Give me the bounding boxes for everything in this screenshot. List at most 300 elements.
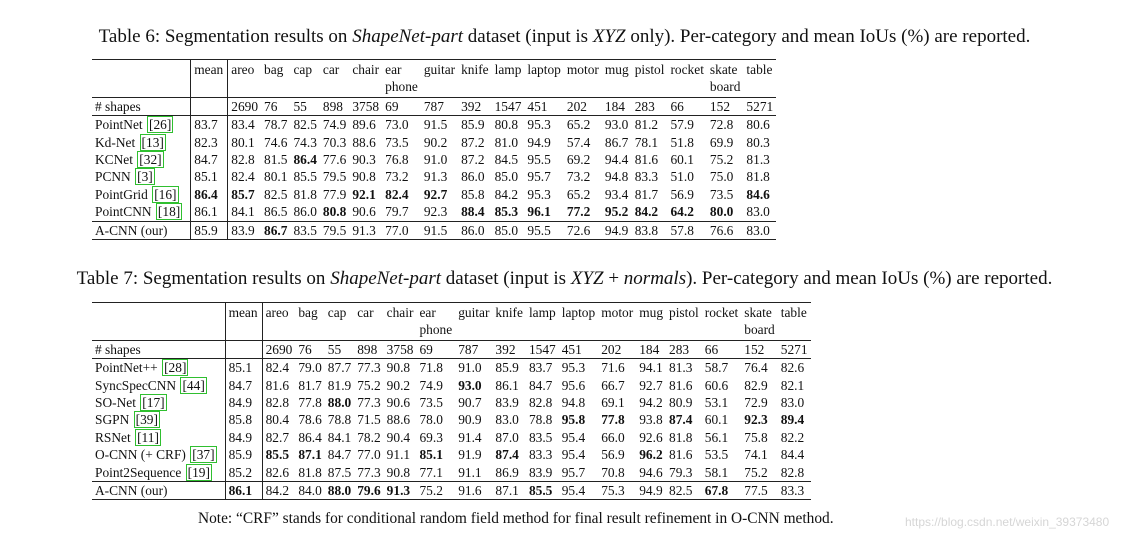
shape-count: 392 — [458, 97, 492, 115]
shape-count: 202 — [564, 97, 602, 115]
column-header — [92, 303, 225, 341]
row-label: # shapes — [92, 340, 225, 358]
method-label: PointNet — [95, 117, 143, 133]
iou-cell: 65.2 — [566, 186, 591, 202]
iou-cell: 77.8 — [298, 395, 322, 411]
iou-cell: 84.1 — [231, 204, 255, 220]
iou-cell: 94.4 — [604, 152, 629, 168]
iou-cell: 88.6 — [352, 134, 376, 150]
mean-iou-cell: 86.4 — [191, 186, 228, 203]
iou-cell: 72.8 — [707, 116, 744, 134]
citation-link[interactable]: [19] — [187, 464, 210, 480]
iou-cell: 71.6 — [598, 359, 636, 377]
iou-cell: 69.9 — [709, 134, 734, 150]
method-name — [92, 116, 191, 134]
method-name — [92, 482, 225, 500]
iou-cell: 81.8 — [298, 464, 322, 480]
mean-iou-cell: 85.8 — [225, 411, 262, 428]
column-header: knife — [458, 60, 492, 98]
shape-count: 451 — [559, 340, 598, 358]
iou-cell: 51.0 — [670, 169, 694, 185]
iou-cell: 82.2 — [780, 429, 805, 445]
iou-cell: 83.9 — [228, 221, 261, 239]
iou-cell: 94.9 — [602, 221, 632, 239]
citation-number[interactable]: 17 — [146, 395, 161, 411]
iou-cell: 77.3 — [357, 464, 381, 480]
iou-cell: 79.6 — [354, 482, 383, 500]
iou-cell: 81.5 — [264, 152, 288, 168]
citation-link[interactable]: [11] — [137, 429, 159, 445]
iou-cell: 95.6 — [561, 377, 586, 393]
shape-count: 3758 — [349, 97, 382, 115]
method-name — [92, 221, 191, 239]
shape-count: 283 — [632, 97, 668, 115]
citation-link[interactable]: [16] — [154, 186, 177, 202]
column-header: skate board — [707, 60, 744, 98]
iou-cell: 77.1 — [419, 464, 443, 480]
citation-link[interactable]: [37] — [192, 447, 215, 463]
iou-cell: 90.2 — [423, 134, 448, 150]
iou-cell: 73.0 — [382, 116, 421, 134]
citation-link[interactable]: [13] — [141, 134, 164, 150]
iou-cell: 87.1 — [298, 447, 322, 463]
citation-number[interactable]: 28 — [168, 360, 182, 376]
citation-link[interactable]: [26] — [148, 117, 172, 133]
citation-link[interactable]: [28] — [164, 360, 187, 376]
iou-cell: 66.0 — [601, 429, 625, 445]
citation-link[interactable]: [18] — [157, 204, 181, 220]
iou-cell: 81.0 — [494, 134, 519, 150]
iou-cell: 93.0 — [458, 377, 482, 393]
column-header: rocket — [667, 60, 706, 98]
iou-cell: 90.3 — [352, 152, 376, 168]
caption-text: Table 6: Segmentation results on — [98, 26, 353, 47]
iou-cell: 92.3 — [744, 412, 768, 428]
iou-cell: 65.2 — [564, 116, 602, 134]
iou-cell: 76.6 — [707, 221, 744, 239]
method-label: PointCNN — [95, 204, 152, 220]
iou-cell: 86.4 — [298, 429, 322, 445]
shape-count: 283 — [666, 340, 702, 358]
shape-count: 152 — [707, 97, 744, 115]
citation-number[interactable]: 16 — [158, 186, 173, 202]
iou-cell: 95.4 — [561, 429, 586, 445]
iou-cell: 81.2 — [632, 116, 668, 134]
iou-cell: 83.9 — [495, 395, 519, 411]
shape-count: 184 — [602, 97, 632, 115]
iou-cell: 84.0 — [295, 482, 324, 500]
citation-number[interactable]: 37 — [196, 447, 211, 463]
iou-cell: 77.6 — [322, 152, 347, 168]
shape-count: 5271 — [778, 340, 811, 358]
table7 — [92, 302, 811, 500]
iou-cell: 82.7 — [265, 429, 290, 445]
iou-cell: 73.5 — [385, 134, 409, 150]
column-header: skate board — [741, 303, 778, 341]
iou-cell: 94.9 — [636, 482, 666, 500]
shape-count: 898 — [354, 340, 383, 358]
header-row — [92, 60, 776, 98]
caption-dataset: ShapeNet-part — [330, 268, 442, 289]
iou-cell: 84.5 — [494, 152, 519, 168]
shape-count: 69 — [382, 97, 421, 115]
citation-number[interactable]: 13 — [146, 134, 160, 150]
iou-cell: 95.5 — [527, 152, 551, 168]
iou-cell: 77.2 — [566, 204, 591, 220]
iou-cell: 74.6 — [264, 134, 288, 150]
mean-iou-cell: 86.1 — [191, 203, 228, 221]
iou-cell: 79.0 — [295, 359, 324, 377]
method-label: PointGrid — [95, 186, 148, 202]
shape-count: 392 — [492, 340, 526, 358]
citation-number[interactable]: 19 — [192, 464, 206, 480]
citation-number[interactable]: 44 — [186, 377, 201, 393]
method-label: A-CNN (our) — [95, 483, 168, 499]
iou-cell: 78.0 — [419, 412, 443, 428]
iou-cell: 83.7 — [526, 359, 559, 377]
iou-cell: 92.6 — [639, 429, 663, 445]
iou-cell: 90.6 — [386, 395, 411, 411]
shape-count: 184 — [636, 340, 666, 358]
method-label: RSNet — [95, 429, 131, 445]
shape-count: 1547 — [526, 340, 559, 358]
shape-count: 55 — [325, 340, 354, 358]
iou-cell: 88.0 — [327, 395, 352, 411]
iou-cell: 91.0 — [455, 359, 492, 377]
iou-cell: 92.3 — [423, 204, 448, 220]
iou-cell: 73.5 — [419, 395, 443, 411]
table6-caption — [2, 26, 1125, 48]
iou-cell: 89.4 — [780, 412, 805, 428]
iou-cell: 95.4 — [559, 482, 598, 500]
mean-iou-cell: 85.2 — [225, 464, 262, 482]
iou-cell: 69.1 — [601, 395, 625, 411]
shape-count: 69 — [416, 340, 455, 358]
iou-cell: 57.8 — [667, 221, 706, 239]
iou-cell: 77.3 — [357, 395, 381, 411]
table-row — [92, 168, 776, 185]
iou-cell: 86.1 — [495, 377, 519, 393]
iou-cell: 94.2 — [639, 395, 663, 411]
iou-cell: 82.5 — [264, 186, 288, 202]
iou-cell: 92.1 — [352, 186, 376, 202]
shape-count: 152 — [741, 340, 778, 358]
iou-cell: 83.0 — [495, 412, 519, 428]
shape-count: 3758 — [384, 340, 417, 358]
iou-cell: 86.5 — [264, 204, 288, 220]
iou-cell: 82.6 — [778, 359, 811, 377]
iou-cell: 81.3 — [746, 152, 770, 168]
table-row — [92, 377, 811, 394]
column-header: car — [320, 60, 349, 98]
method-label: SyncSpecCNN — [95, 377, 177, 393]
iou-cell: 84.1 — [327, 429, 352, 445]
iou-cell: 57.4 — [566, 134, 591, 150]
iou-cell: 86.7 — [261, 221, 290, 239]
table-row — [92, 411, 811, 428]
shape-count: 898 — [320, 97, 349, 115]
shape-count: 76 — [261, 97, 290, 115]
citation-number[interactable]: 3 — [141, 169, 149, 185]
iou-cell: 80.3 — [746, 134, 770, 150]
iou-cell: 75.2 — [709, 152, 734, 168]
iou-cell: 56.9 — [670, 186, 694, 202]
iou-cell: 81.8 — [669, 429, 693, 445]
iou-cell: 83.0 — [743, 221, 776, 239]
iou-cell: 82.8 — [780, 464, 805, 480]
iou-cell: 60.1 — [704, 412, 729, 428]
table-row — [92, 134, 776, 151]
iou-cell: 82.4 — [231, 169, 255, 185]
iou-cell: 77.0 — [382, 221, 421, 239]
iou-cell: 95.3 — [527, 186, 551, 202]
mean-iou-cell: 84.7 — [191, 151, 228, 168]
shape-count: 202 — [598, 340, 636, 358]
column-header: bag — [261, 60, 290, 98]
iou-cell: 77.0 — [357, 447, 381, 463]
citation-number[interactable]: 18 — [162, 204, 176, 220]
iou-cell: 94.6 — [639, 464, 663, 480]
iou-cell: 77.8 — [601, 412, 625, 428]
shape-count: 66 — [702, 340, 741, 358]
iou-cell: 73.5 — [709, 186, 734, 202]
caption-text: dataset (input is — [441, 268, 571, 289]
shape-count: 1547 — [492, 97, 525, 115]
method-name — [92, 359, 225, 377]
citation-number[interactable]: 39 — [140, 412, 154, 428]
column-header: mug — [636, 303, 666, 341]
iou-cell: 95.2 — [604, 204, 629, 220]
iou-cell: 94.8 — [604, 169, 629, 185]
iou-cell: 80.1 — [231, 134, 255, 150]
iou-cell: 82.9 — [744, 377, 768, 393]
shape-count: 2690 — [228, 97, 261, 115]
mean-iou-cell: 84.7 — [225, 377, 262, 394]
column-header: table — [778, 303, 811, 341]
shapes-row — [92, 340, 811, 358]
method-label: SO-Net — [95, 395, 136, 411]
method-name — [92, 377, 225, 394]
iou-cell: 74.9 — [320, 116, 349, 134]
iou-cell: 96.1 — [527, 204, 551, 220]
citation-number[interactable]: 26 — [153, 117, 167, 133]
iou-cell: 69.2 — [566, 152, 591, 168]
method-name — [92, 411, 225, 428]
method-name — [92, 134, 191, 151]
iou-cell: 90.8 — [386, 464, 411, 480]
iou-cell: 74.1 — [744, 447, 768, 463]
iou-cell: 60.1 — [670, 152, 694, 168]
iou-cell: 56.9 — [601, 447, 625, 463]
citation-link[interactable]: [32] — [139, 152, 162, 168]
table-row — [92, 221, 776, 239]
mean-iou-cell: 85.1 — [191, 168, 228, 185]
iou-cell: 82.4 — [262, 359, 295, 377]
caption-input: XYZ — [592, 26, 626, 47]
iou-cell: 89.6 — [349, 116, 382, 134]
citation-link[interactable]: [39] — [135, 412, 158, 428]
iou-cell: 85.5 — [526, 482, 559, 500]
table-row — [92, 446, 811, 463]
iou-cell: 76.8 — [385, 152, 409, 168]
iou-cell: 82.8 — [528, 395, 553, 411]
iou-cell: 78.8 — [327, 412, 352, 428]
column-header: cap — [325, 303, 354, 341]
iou-cell: 58.7 — [702, 359, 741, 377]
iou-cell: 81.6 — [634, 152, 659, 168]
shape-count — [191, 97, 228, 115]
iou-cell: 76.4 — [741, 359, 778, 377]
method-label: SGPN — [95, 412, 130, 428]
iou-cell: 93.4 — [604, 186, 629, 202]
iou-cell: 85.5 — [293, 169, 317, 185]
iou-cell: 88.4 — [461, 204, 485, 220]
iou-cell: 91.4 — [458, 429, 482, 445]
watermark: https://blog.csdn.net/weixin_39373480 — [905, 515, 1110, 529]
row-label: # shapes — [92, 97, 191, 115]
header-row — [92, 303, 811, 341]
iou-cell: 82.6 — [265, 464, 290, 480]
iou-cell: 77.3 — [354, 359, 383, 377]
method-name — [92, 429, 225, 446]
iou-cell: 90.9 — [458, 412, 482, 428]
iou-cell: 83.0 — [780, 395, 805, 411]
iou-cell: 84.7 — [528, 377, 553, 393]
iou-cell: 87.0 — [495, 429, 519, 445]
citation-number[interactable]: 11 — [141, 429, 155, 445]
iou-cell: 56.1 — [704, 429, 729, 445]
table6 — [92, 59, 776, 240]
caption-text: Table 7: Segmentation results on — [76, 268, 331, 289]
iou-cell: 73.2 — [385, 169, 409, 185]
column-header: laptop — [524, 60, 563, 98]
iou-cell: 87.4 — [669, 412, 693, 428]
citation-link[interactable]: [17] — [142, 395, 165, 411]
column-header: table — [743, 60, 776, 98]
column-header: motor — [564, 60, 602, 98]
iou-cell: 80.8 — [322, 204, 347, 220]
citation-link[interactable]: [44] — [182, 377, 205, 393]
iou-cell: 75.8 — [744, 429, 768, 445]
shape-count: 5271 — [743, 97, 776, 115]
iou-cell: 91.1 — [386, 447, 411, 463]
iou-cell: 90.8 — [384, 359, 417, 377]
shapes-row — [92, 97, 776, 115]
iou-cell: 53.5 — [704, 447, 729, 463]
column-header: guitar — [455, 303, 492, 341]
table-row — [92, 151, 776, 168]
iou-cell: 94.9 — [527, 134, 551, 150]
iou-cell: 93.8 — [639, 412, 663, 428]
column-header: pistol — [632, 60, 668, 98]
column-header: knife — [492, 303, 526, 341]
column-header: chair — [384, 303, 417, 341]
column-header: guitar — [421, 60, 458, 98]
iou-cell: 83.3 — [778, 482, 811, 500]
citation-number[interactable]: 32 — [143, 152, 158, 168]
shape-count: 76 — [295, 340, 324, 358]
iou-cell: 91.6 — [455, 482, 492, 500]
iou-cell: 94.8 — [561, 395, 586, 411]
column-header: ear phone — [416, 303, 455, 341]
iou-cell: 67.8 — [702, 482, 741, 500]
iou-cell: 81.3 — [666, 359, 702, 377]
iou-cell: 72.9 — [744, 395, 768, 411]
iou-cell: 86.0 — [458, 221, 492, 239]
caption-text: only). Per-category and mean IoUs (%) are reported. — [625, 26, 1031, 47]
table-row — [92, 429, 811, 446]
iou-cell: 92.7 — [639, 377, 663, 393]
iou-cell: 85.9 — [458, 116, 492, 134]
iou-cell: 91.3 — [349, 221, 382, 239]
method-label: PCNN — [95, 169, 131, 185]
iou-cell: 77.5 — [741, 482, 778, 500]
shape-count: 787 — [455, 340, 492, 358]
iou-cell: 80.8 — [492, 116, 525, 134]
method-label: PointNet++ — [95, 360, 158, 376]
method-label: A-CNN (our) — [95, 222, 168, 238]
method-label: KCNet — [95, 152, 133, 168]
table-row — [92, 394, 811, 411]
iou-cell: 90.2 — [386, 377, 411, 393]
mean-iou-cell: 85.9 — [191, 221, 228, 239]
iou-cell: 88.0 — [325, 482, 354, 500]
iou-cell: 79.7 — [385, 204, 409, 220]
caption-text: dataset (input is — [463, 26, 593, 47]
iou-cell: 80.1 — [264, 169, 288, 185]
column-header: rocket — [702, 303, 741, 341]
table-row — [92, 482, 811, 500]
mean-iou-cell: 85.9 — [225, 446, 262, 463]
iou-cell: 90.4 — [386, 429, 411, 445]
iou-cell: 86.0 — [461, 169, 485, 185]
iou-cell: 85.0 — [492, 221, 525, 239]
iou-cell: 74.9 — [419, 377, 443, 393]
iou-cell: 70.8 — [601, 464, 625, 480]
method-name — [92, 168, 191, 185]
iou-cell: 94.1 — [636, 359, 666, 377]
iou-cell: 79.5 — [320, 221, 349, 239]
mean-iou-cell: 85.1 — [225, 359, 262, 377]
caption-text: + — [603, 268, 624, 289]
iou-cell: 91.3 — [423, 169, 448, 185]
iou-cell: 80.6 — [743, 116, 776, 134]
iou-cell: 85.0 — [494, 169, 519, 185]
iou-cell: 75.2 — [744, 464, 768, 480]
iou-cell: 83.8 — [632, 221, 668, 239]
iou-cell: 83.9 — [528, 464, 553, 480]
column-header: chair — [349, 60, 382, 98]
iou-cell: 82.8 — [265, 395, 290, 411]
shape-count: 787 — [421, 97, 458, 115]
iou-cell: 75.2 — [416, 482, 455, 500]
iou-cell: 70.3 — [322, 134, 347, 150]
column-header: cap — [290, 60, 319, 98]
iou-cell: 84.7 — [327, 447, 352, 463]
iou-cell: 85.8 — [461, 186, 485, 202]
column-header: areo — [262, 303, 295, 341]
iou-cell: 64.2 — [670, 204, 694, 220]
iou-cell: 81.6 — [669, 377, 693, 393]
citation-link[interactable]: [3] — [137, 169, 153, 185]
iou-cell: 83.5 — [528, 429, 553, 445]
table7-caption — [2, 268, 1125, 290]
iou-cell: 77.9 — [322, 186, 347, 202]
iou-cell: 81.8 — [293, 186, 317, 202]
iou-cell: 91.3 — [384, 482, 417, 500]
column-header: pistol — [666, 303, 702, 341]
iou-cell: 91.9 — [458, 447, 482, 463]
